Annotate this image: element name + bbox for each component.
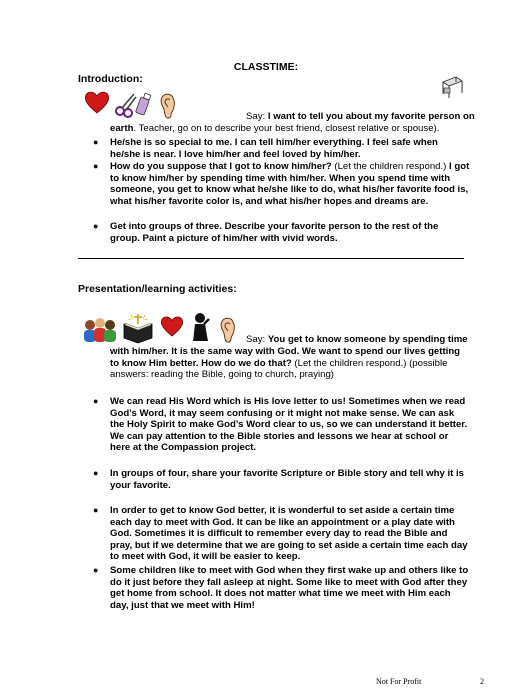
bullet-note: (Let the children respond.) — [331, 161, 450, 172]
bullet-text: He/she is so special to me. I can tell him/her everything. I feel safe when he/she is near. I love him/her and feel loved by him/her. — [110, 137, 438, 160]
praying-child-icon — [190, 312, 212, 342]
bullet-text: Some children like to meet with God when they first wake up and others like to do it just before they fall asleep at night. Some like to meet with God after they get home from school. It does not matter what time we meet with Him each day, just that we meet with Him! — [110, 565, 469, 611]
say-text-bold: earth — [110, 123, 134, 134]
bullet-text: Get into groups of three. Describe your favorite person to the rest of the group. Paint a picture of him/her with vivid words. — [110, 221, 439, 244]
introduction-heading: Introduction: — [78, 73, 143, 85]
children-group-icon — [82, 316, 118, 344]
presentation-bullet: ● Some children like to meet with God when they first wake up and others like to do it just before they fall asleep at night. Some like to meet with God after they get home from school. It does not matter what time we meet with Him each day, just that we meet with Him! — [93, 565, 469, 611]
intro-say-line — [246, 111, 476, 123]
intro-bullet: ● How do you suppose that I got to know him/her? (Let the children respond.) I got to know him/her by spending time with him/her. When you spend time with someone, you get to know what he/she like to do, what his/her favorite food is, what his/her favorite color is, and what his/her hopes and dreams are. — [93, 161, 470, 207]
ear-icon — [158, 92, 178, 120]
presentation-say-line — [246, 334, 476, 346]
ear-icon — [218, 316, 238, 344]
bullet-text: I got to know him/her by spending time with him/her. When you spend time with someone, you get to know what he/she like to do, what his/her favorite food is, what his/her favorite color is, and what his/her hopes and dreams are. — [110, 161, 470, 207]
page-number: 2 — [480, 677, 484, 686]
bullet-text: In order to get to know God better, it is wonderful to set aside a certain time each day to meet with God. It can be like an appointment or a play date with God. Sometimes it is difficult to remember every day to read the Bible and pray, but if we determine that we are going to set aside a certain time each day to meet with God, it will be easier to keep. — [110, 505, 468, 563]
heart-icon — [160, 315, 184, 337]
presentation-heading: Presentation/learning activities: — [78, 283, 237, 295]
scissors-glue-icon — [114, 92, 156, 118]
heart-icon — [84, 90, 110, 114]
say-text-bold: with him/her. It is the same way with God. We want to spend our lives getting to know Him better. How do we do that? — [110, 346, 461, 369]
desk-icon — [440, 74, 464, 100]
bible-icon — [120, 314, 156, 344]
page-title: CLASSTIME: — [233, 61, 299, 73]
intro-bullet: ● Get into groups of three. Describe your favorite person to the rest of the group. Paint a picture of him/her with vivid words. — [93, 221, 439, 244]
say-text-rest: . Teacher, go on to describe your best friend, closest relative or spouse). — [133, 123, 440, 134]
bullet-text: How do you suppose that I got to know him/her? — [110, 161, 332, 172]
presentation-bullet: ● In groups of four, share your favorite Scripture or Bible story and tell why it is your favorite. — [93, 468, 464, 491]
bullet-text: We can read His Word which is His love letter to us! Sometimes when we read God’s Word, it may seem confusing or it might not make sense. We can ask the Holy Spirit to make God’s Word clear to us, so we can understand it better. We can pay attention to the Bible stories and lessons we hear at school or here at the Compassion project. — [110, 396, 468, 454]
say-text: You get to know someone by spending time — [267, 334, 468, 345]
presentation-bullet: ● We can read His Word which is His love letter to us! Sometimes when we read God’s Word, it may seem confusing or it might not make sense. We can ask the Holy Spirit to make God’s Word clear to us, so we can understand it better. We can pay attention to the Bible stories and lessons we hear at school or here at the Compassion project. — [93, 396, 468, 454]
bullet-text: In groups of four, share your favorite Scripture or Bible story and tell why it is your favorite. — [110, 468, 464, 491]
intro-say-continuation — [110, 123, 470, 135]
presentation-say-continuation — [110, 346, 470, 381]
presentation-bullet: ● In order to get to know God better, it is wonderful to set aside a certain time each day to meet with God. It can be like an appointment or a play date with God. Sometimes it is difficult to remember every day to read the Bible and pray, but if we determine that we are going to set aside a certain time each day to meet with God, it will be easier to keep. — [93, 505, 468, 563]
say-label: Say: — [246, 111, 268, 122]
intro-bullet: ● He/she is so special to me. I can tell him/her everything. I feel safe when he/she is near. I love him/her and feel loved by him/her. — [93, 137, 438, 160]
section-divider — [78, 258, 464, 259]
footer-label: Not For Profit — [376, 677, 422, 686]
say-text: I want to tell you about my favorite person on — [267, 111, 475, 122]
say-text-note: (Let the children respond.) (possible answers: reading the Bible, going to church, praying) — [110, 357, 448, 381]
say-label: Say: — [246, 334, 268, 345]
